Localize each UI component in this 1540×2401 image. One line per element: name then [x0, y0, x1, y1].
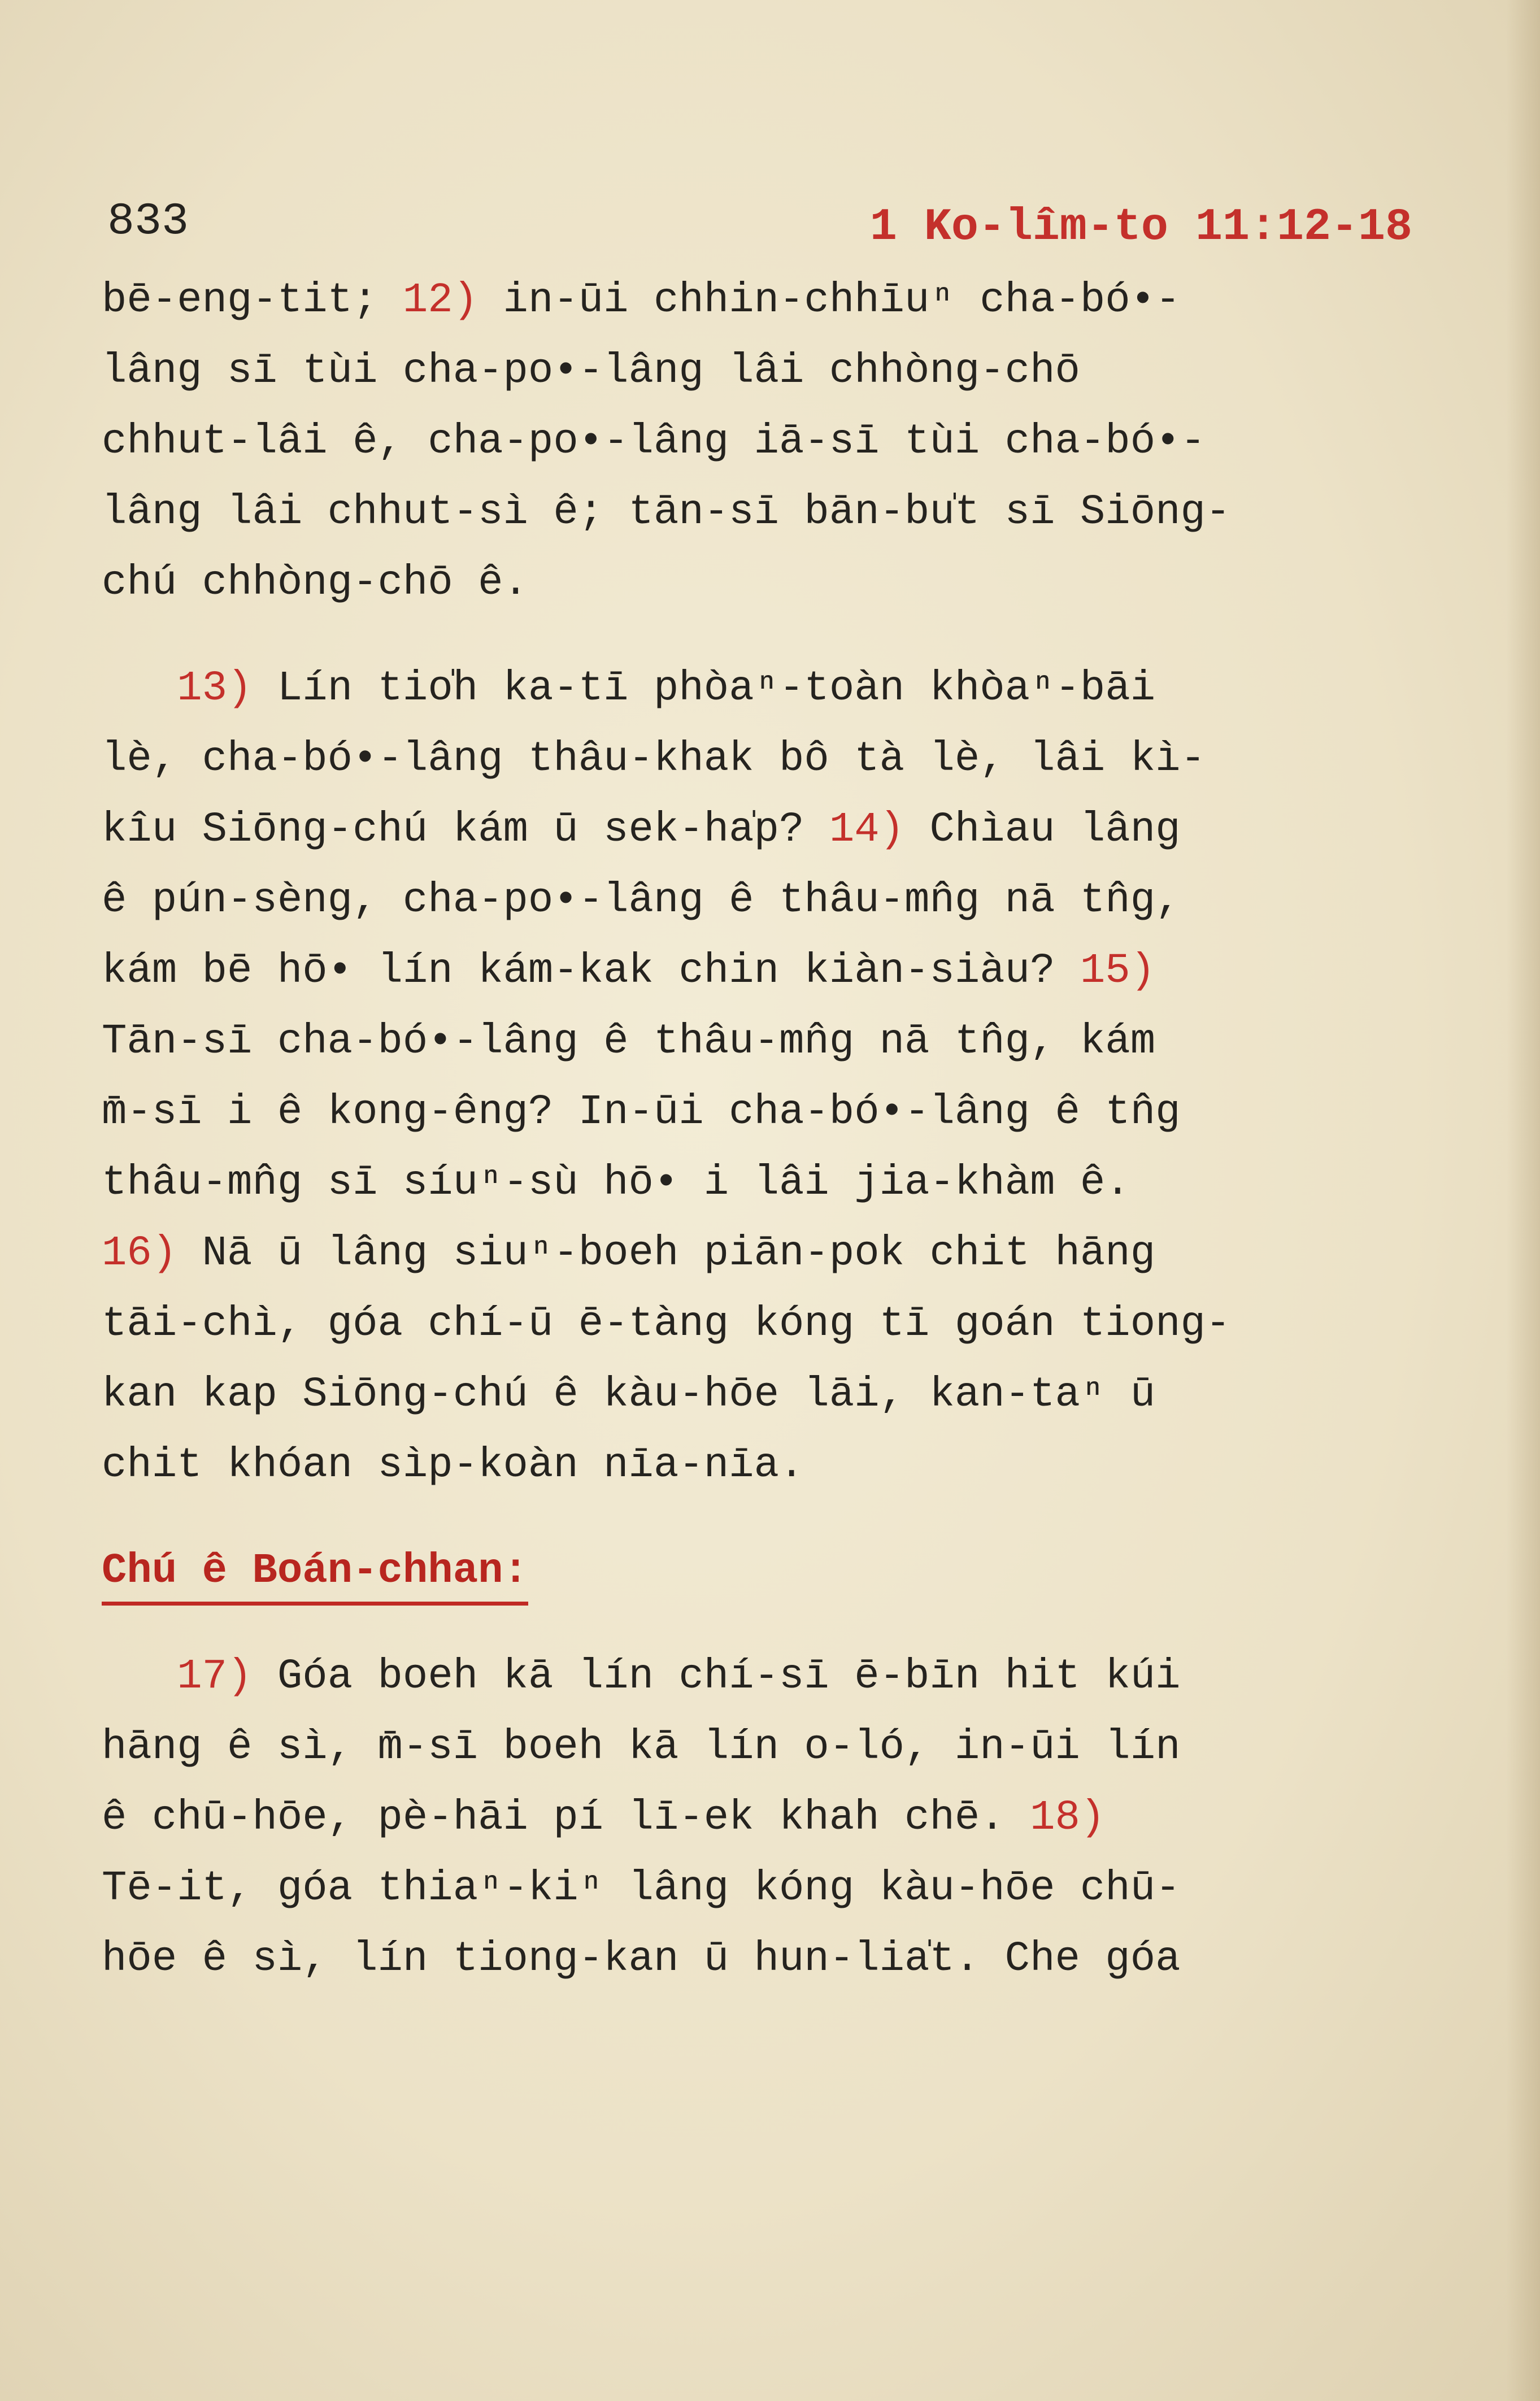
paragraph: [102, 1642, 1412, 1995]
line-text: Góa boeh kā lín chí-sī ē-bīn hit kúi: [252, 1653, 1181, 1700]
line-text: kám bē hō• lín kám-kak chin kiàn-siàu?: [102, 947, 1080, 995]
text-line: [102, 477, 1412, 548]
line-text: lâng sī tùi cha-po•-lâng lâi chhòng-chō: [102, 347, 1080, 395]
line-text: m̄-sī i ê kong-êng? In-ūi cha-bó•-lâng ê tn̂g: [102, 1089, 1181, 1136]
line-text: tāi-chì, góa chí-ū ē-tàng kóng tī goán tiong-: [102, 1300, 1231, 1348]
line-text: ê chū-hōe, pè-hāi pí lī-ek khah chē.: [102, 1794, 1030, 1842]
verse-number: 15): [1080, 947, 1156, 995]
section-heading: Chú ê Boán-chhan:: [102, 1545, 528, 1606]
page-header: [102, 186, 1412, 266]
text-line: [102, 407, 1412, 477]
line-text: chit khóan sìp-koàn nīa-nīa.: [102, 1442, 804, 1489]
line-text: Tē-it, góa thiaⁿ-kiⁿ lâng kóng kàu-hōe chū-: [102, 1865, 1181, 1912]
text-line: [102, 1360, 1412, 1430]
section-heading-block: [102, 1536, 1412, 1607]
paragraph: [102, 266, 1412, 619]
line-text: lâng lâi chhut-sì ê; tān-sī bān-bu̍t sī Siōng-: [102, 489, 1231, 536]
verse-number: 12): [402, 277, 478, 324]
verse-number: 16): [102, 1230, 177, 1277]
running-head: 1 Ko-lîm-to 11:12-18: [869, 202, 1412, 253]
body-text-bottom: [102, 1642, 1412, 1995]
line-text: bē-eng-tit;: [102, 277, 403, 324]
line-text: kîu Siōng-chú kám ū sek-ha̍p?: [102, 806, 829, 854]
line-text: chhut-lâi ê, cha-po•-lâng iā-sī tùi cha-bó•-: [102, 418, 1206, 466]
body-text-top: [102, 266, 1412, 1501]
text-line: [102, 1077, 1412, 1148]
text-line: [102, 724, 1412, 795]
line-text: Nā ū lâng siuⁿ-boeh piān-pok chit hāng: [177, 1230, 1156, 1277]
text-line: [102, 936, 1412, 1007]
text-line: [102, 1148, 1412, 1219]
text-line: [102, 1289, 1412, 1360]
text-line: [102, 548, 1412, 619]
text-line: [102, 1007, 1412, 1077]
line-text: Tān-sī cha-bó•-lâng ê thâu-mn̂g nā tn̂g, kám: [102, 1018, 1156, 1065]
text-line: [102, 1854, 1412, 1924]
text-line: [102, 1430, 1412, 1501]
text-line: [102, 1783, 1412, 1854]
line-text: lè, cha-bó•-lâng thâu-khak bô tà lè, lâi kì-: [102, 736, 1206, 783]
line-text: hōe ê sì, lín tiong-kan ū hun-lia̍t. Che góa: [102, 1935, 1181, 1983]
line-text: kan kap Siōng-chú ê kàu-hōe lāi, kan-taⁿ ū: [102, 1371, 1156, 1419]
text-line: [102, 1712, 1412, 1783]
text-line: [102, 336, 1412, 407]
line-text: thâu-mn̂g sī síuⁿ-sù hō• i lâi jia-khàm ê.: [102, 1159, 1130, 1207]
line-text: ê pún-sèng, cha-po•-lâng ê thâu-mn̂g nā tn̂g,: [102, 877, 1181, 924]
verse-number: 17): [177, 1653, 253, 1700]
line-text: [102, 665, 177, 712]
verse-number: 18): [1030, 1794, 1106, 1842]
line-text: chú chhòng-chō ê.: [102, 559, 528, 607]
line-text: in-ūi chhin-chhīuⁿ cha-bó•-: [478, 277, 1181, 324]
page-edge-shadow: [1506, 0, 1540, 2401]
text-line: [102, 865, 1412, 936]
line-text: Chìau lâng: [904, 806, 1181, 854]
verse-number: 14): [829, 806, 905, 854]
text-line: [102, 654, 1412, 724]
text-line: [102, 795, 1412, 865]
line-text: hāng ê sì, m̄-sī boeh kā lín o-ló, in-ūi lín: [102, 1724, 1181, 1771]
line-text: Lín tio̍h ka-tī phòaⁿ-toàn khòaⁿ-bāi: [252, 665, 1156, 712]
text-line: [102, 1642, 1412, 1712]
line-text: [102, 1653, 177, 1700]
text-line: [102, 1924, 1412, 1995]
verse-number: 13): [177, 665, 253, 712]
page-number: 833: [107, 196, 189, 247]
page-content: [102, 186, 1412, 1995]
text-line: [102, 266, 1412, 336]
paragraph: [102, 654, 1412, 1501]
text-line: [102, 1219, 1412, 1289]
